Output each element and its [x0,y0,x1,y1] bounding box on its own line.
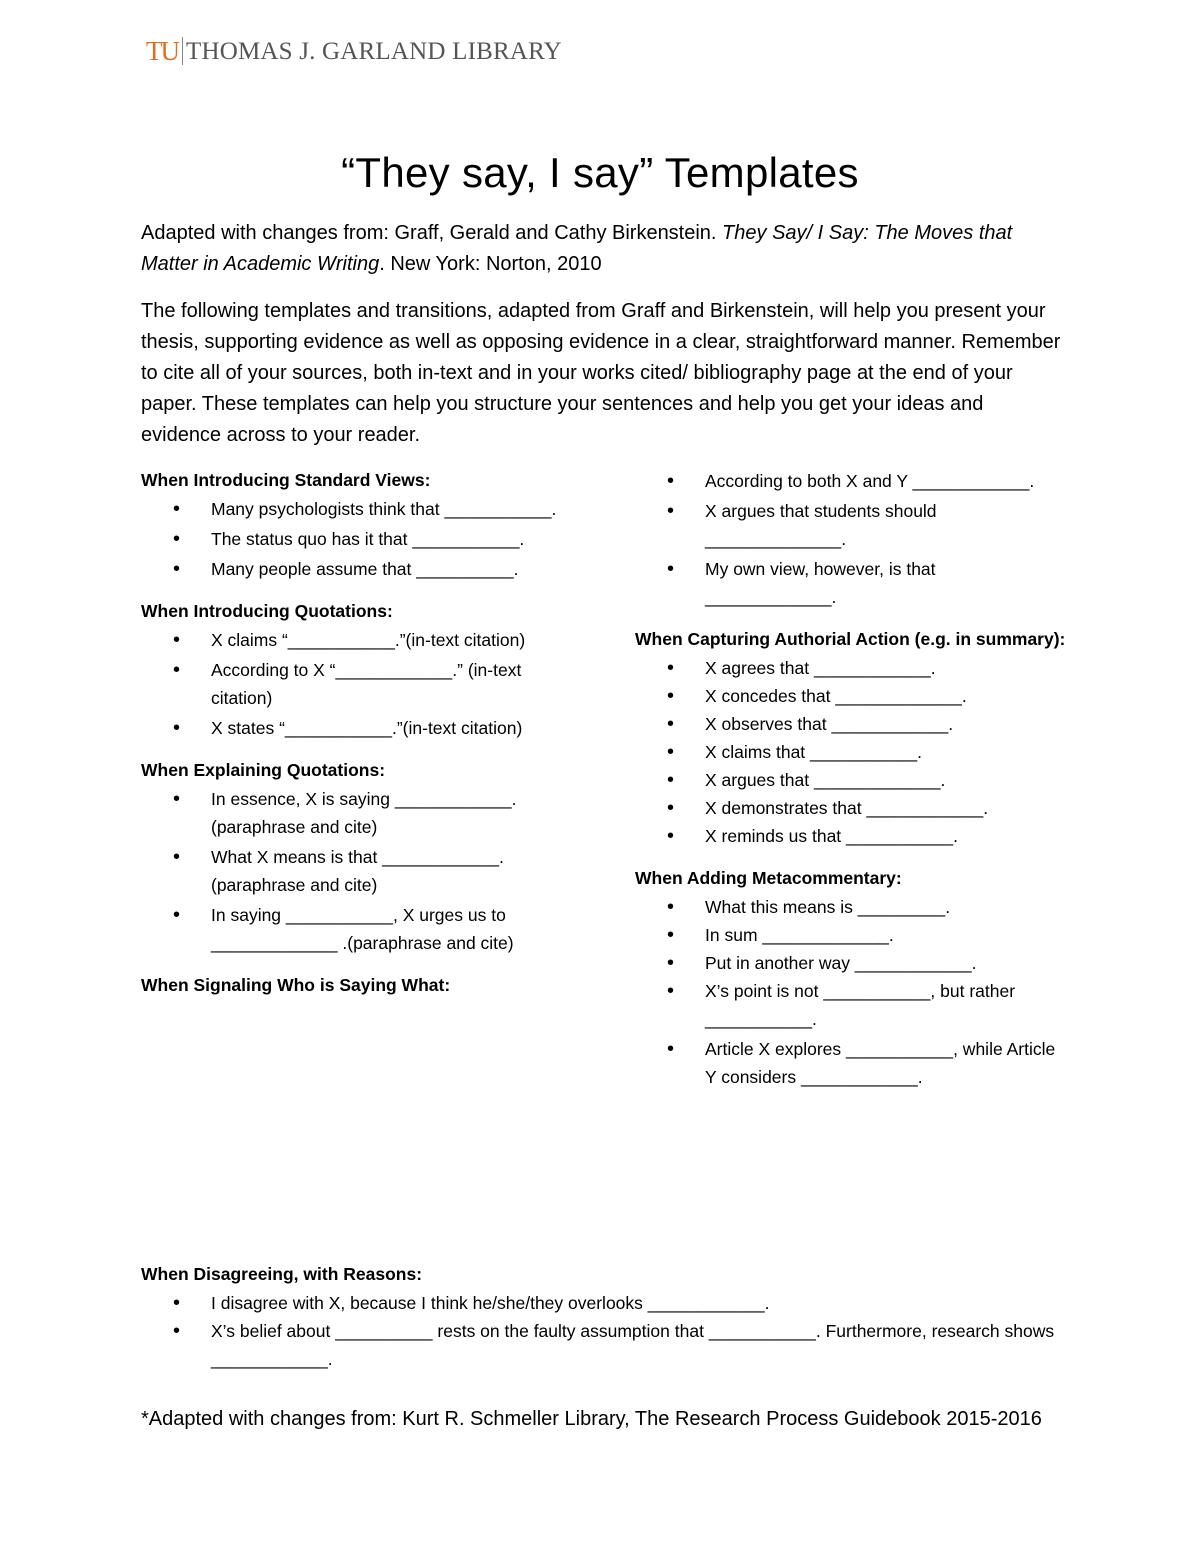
standard-views-list [141,495,561,583]
authorial-list [635,654,1067,850]
list-item: • X reminds us that ___________. [635,822,1067,850]
list-item: • X claims that ___________. [635,738,1067,766]
metacommentary-heading: When Adding Metacommentary: [635,868,902,888]
intro-paragraph: The following templates and transitions, adapted from Graff and Birkenstein, will help you present your thesis, supporting evidence as well as opposing evidence in a clear, straightforward manner. Remember to cite all of your sources, both in-text and in your works cited/ bibliography page at the end of your paper. These templates can help you structure your sentences and help you get your ideas and evidence across to your reader. [141,300,1061,446]
list-item: • X argues that students should ______________. [635,497,1067,553]
list-item: • X agrees that ____________. [635,654,1067,682]
quotations-heading: When Introducing Quotations: [141,601,393,621]
list-item: • Put in another way ____________. [635,949,1067,977]
list-item: • X concedes that _____________. [635,682,1067,710]
list-item: • In essence, X is saying ____________. (paraphrase and cite) [141,785,561,841]
standard-views-heading: When Introducing Standard Views: [141,470,431,490]
quotations-list [141,626,561,742]
list-item: • X claims “___________.”(in-text citation) [141,626,561,654]
footnote: *Adapted with changes from: Kurt R. Schmeller Library, The Research Process Guidebook 2015-2016 [141,1408,1042,1430]
adapted-citation [141,218,1066,280]
list-item: • In sum _____________. [635,921,1067,949]
explaining-list [141,785,561,957]
signaling-list [635,467,1067,611]
list-item: • What this means is _________. [635,893,1067,921]
list-item: • X’s point is not ___________, but rather ___________. [635,977,1067,1033]
tu-logo-mark: TU [146,35,178,66]
list-item: • Many people assume that __________. [141,555,561,583]
list-item: • I disagree with X, because I think he/she/they overlooks ____________. [141,1289,1071,1317]
list-item: • Article X explores ___________, while Article Y considers ____________. [635,1035,1067,1091]
list-item: • According to both X and Y ____________. [635,467,1067,495]
list-item: • X states “___________.”(in-text citation) [141,714,561,742]
adapted-suffix: . New York: Norton, 2010 [379,253,602,275]
list-item: • In saying ___________, X urges us to _____________ .(paraphrase and cite) [141,901,561,957]
disagreeing-section [141,1260,1071,1373]
list-item: • Many psychologists think that ___________. [141,495,561,523]
list-item: • X demonstrates that ____________. [635,794,1067,822]
page-title: “They say, I say” Templates [341,149,859,196]
library-name: THOMAS J. GARLAND LIBRARY [186,37,562,65]
metacommentary-list [635,893,1067,1091]
list-item: • X observes that ____________. [635,710,1067,738]
logo-divider [182,37,183,65]
list-item: • X argues that _____________. [635,766,1067,794]
disagreeing-heading: When Disagreeing, with Reasons: [141,1264,423,1284]
explaining-heading: When Explaining Quotations: [141,760,386,780]
library-logo [146,34,562,68]
list-item: • According to X “____________.” (in-text citation) [141,656,561,712]
signaling-heading: When Signaling Who is Saying What: [141,975,451,995]
list-item: • The status quo has it that ___________. [141,525,561,553]
adapted-prefix: Adapted with changes from: Graff, Gerald and Cathy Birkenstein. [141,222,723,244]
disagreeing-list [141,1289,1071,1373]
list-item: • What X means is that ____________. (paraphrase and cite) [141,843,561,899]
right-column [635,467,1067,1091]
book-title: They Say/ I Say: The Moves that Matter in Academic Writing [141,222,1013,275]
left-column [141,466,561,1000]
list-item: • X’s belief about __________ rests on the faulty assumption that ___________. Furthermore, research shows ____________. [141,1317,1071,1373]
list-item: • My own view, however, is that _____________. [635,555,1067,611]
authorial-heading: When Capturing Authorial Action (e.g. in summary): [635,629,1066,649]
